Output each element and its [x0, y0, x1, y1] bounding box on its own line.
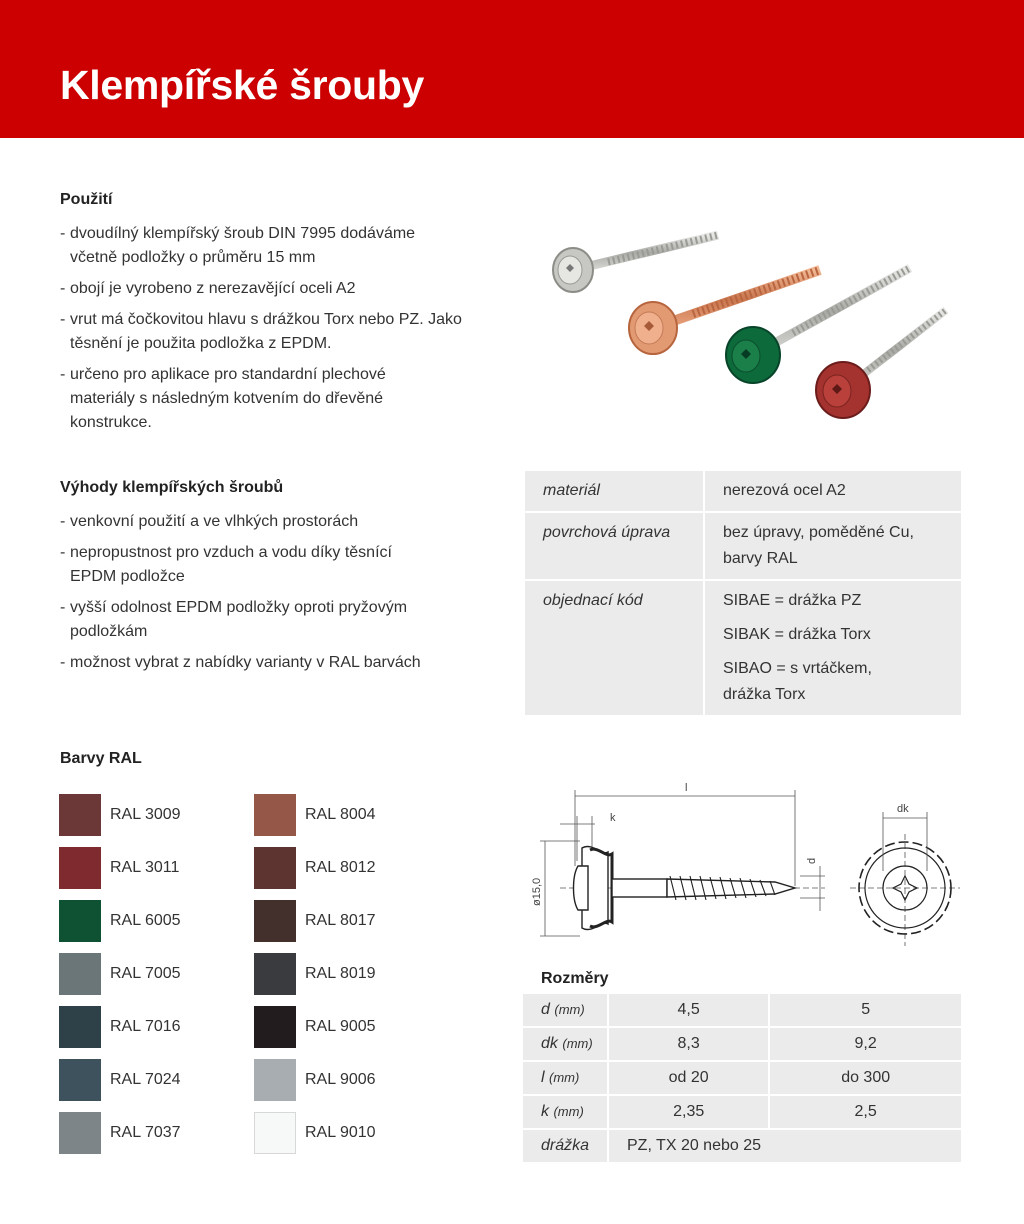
dim-value: od 20	[608, 1061, 769, 1095]
list-item: - venkovní použití a ve vlhkých prostorách	[60, 510, 480, 534]
ral-code: RAL 9005	[305, 1018, 376, 1035]
screw-side-view	[574, 846, 796, 929]
dim-unit: (mm)	[562, 1036, 593, 1051]
list-item: - vyšší odolnost EPDM podložky oproti pryžovým podložkám	[60, 596, 455, 644]
page-header	[0, 0, 1024, 138]
spec-value	[704, 512, 961, 580]
ral-code: RAL 3011	[110, 859, 180, 876]
dim-symbol: l	[541, 1069, 545, 1086]
dim-value: 2,35	[608, 1095, 769, 1129]
dim-k-label: k	[610, 812, 616, 824]
color-swatch	[254, 1112, 296, 1154]
color-swatch	[59, 1059, 101, 1101]
dim-value: 5	[769, 994, 961, 1027]
color-swatch	[254, 794, 296, 836]
ral-code: RAL 9010	[305, 1124, 376, 1141]
color-swatch	[59, 847, 101, 889]
table-row	[523, 994, 961, 1027]
usage-heading: Použití	[60, 191, 113, 208]
spec-value: nerezová ocel A2	[723, 482, 846, 499]
table-row	[525, 580, 961, 715]
list-item: - určeno pro aplikace pro standardní plechové materiály s následným kotvením do dřevěné konstrukce.	[60, 363, 420, 435]
advantages-heading: Výhody klempířských šroubů	[60, 479, 284, 496]
color-swatch	[254, 900, 296, 942]
list-item: - obojí je vyrobeno z nerezavějící oceli A2	[60, 277, 480, 301]
dim-d-label: d	[806, 857, 818, 864]
dim-value: do 300	[769, 1061, 961, 1095]
color-swatch	[59, 1112, 101, 1154]
page-title: Klempířské šrouby	[60, 62, 425, 108]
dim-label	[523, 1061, 608, 1095]
list-item: - možnost vybrat z nabídky varianty v RAL barvách	[60, 651, 480, 675]
ral-code: RAL 7037	[110, 1124, 181, 1141]
spec-value-text: bez úpravy, poměděné Cu, barvy RAL	[723, 524, 914, 567]
advantages-list	[60, 510, 480, 682]
list-item: - nepropustnost pro vzduch a vodu díky těsnící EPDM podložce	[60, 541, 430, 589]
ral-heading: Barvy RAL	[60, 750, 142, 767]
color-swatch	[59, 900, 101, 942]
spec-label: materiál	[525, 471, 704, 512]
screw-green	[726, 268, 910, 383]
color-swatch	[254, 847, 296, 889]
dim-unit: (mm)	[554, 1002, 585, 1017]
color-swatch	[254, 953, 296, 995]
spec-table	[525, 471, 961, 715]
table-row	[523, 1129, 961, 1162]
table-row	[523, 1061, 961, 1095]
ral-code: RAL 9006	[305, 1071, 376, 1088]
technical-drawing	[520, 776, 980, 956]
dim-symbol: d	[541, 1001, 550, 1018]
table-row	[523, 1027, 961, 1061]
dim-label	[523, 1129, 608, 1162]
list-item: - dvoudílný klempířský šroub DIN 7995 dodáváme včetně podložky o průměru 15 mm	[60, 222, 455, 270]
color-swatch	[59, 1006, 101, 1048]
ral-code: RAL 8012	[305, 859, 376, 876]
dimensions-heading: Rozměry	[541, 970, 609, 987]
color-swatch	[59, 794, 101, 836]
dim-dk-label: dk	[897, 803, 909, 815]
usage-list	[60, 222, 480, 442]
dim-diameter-label: ø15,0	[531, 877, 543, 906]
screw-copper	[629, 270, 820, 354]
ral-code: RAL 8019	[305, 965, 376, 982]
screws-photo	[528, 210, 968, 450]
screw-steel	[553, 235, 718, 292]
list-item: - vrut má čočkovitou hlavu s drážkou Torx nebo PZ. Jako těsnění je použita podložka z EPDM.	[60, 308, 465, 356]
ral-code: RAL 7016	[110, 1018, 181, 1035]
dim-label	[523, 1095, 608, 1129]
dim-unit: (mm)	[553, 1104, 584, 1119]
dim-symbol: k	[541, 1103, 549, 1120]
dim-value: 2,5	[769, 1095, 961, 1129]
ral-code: RAL 7024	[110, 1071, 181, 1088]
screw-end-view	[850, 812, 960, 946]
dim-label	[523, 994, 608, 1027]
dim-label	[523, 1027, 608, 1061]
dim-value: 8,3	[608, 1027, 769, 1061]
ral-code: RAL 3009	[110, 806, 181, 823]
dim-value: 9,2	[769, 1027, 961, 1061]
dim-value: PZ, TX 20 nebo 25	[608, 1129, 961, 1162]
dim-symbol: dk	[541, 1035, 558, 1052]
order-code: SIBAK = drážka Torx	[723, 626, 871, 643]
color-swatch	[59, 953, 101, 995]
dim-l-label: l	[685, 782, 688, 794]
ral-code: RAL 8004	[305, 806, 376, 823]
color-swatch	[254, 1059, 296, 1101]
ral-code: RAL 7005	[110, 965, 181, 982]
screw-red	[816, 310, 946, 418]
dim-symbol: drážka	[541, 1137, 590, 1154]
table-row	[525, 512, 961, 580]
ral-code: RAL 8017	[305, 912, 376, 929]
spec-label: objednací kód	[525, 580, 704, 715]
dimensions-table	[523, 994, 961, 1162]
spec-label: povrchová úprava	[525, 512, 704, 580]
spec-value	[704, 580, 961, 715]
color-swatch	[254, 1006, 296, 1048]
table-row	[523, 1095, 961, 1129]
table-row	[525, 471, 961, 512]
order-code: SIBAE = drážka PZ	[723, 592, 862, 609]
dim-unit: (mm)	[549, 1070, 580, 1085]
order-code: SIBAO = s vrtáčkem, drážka Torx	[723, 660, 872, 703]
dim-value: 4,5	[608, 994, 769, 1027]
ral-code: RAL 6005	[110, 912, 181, 929]
